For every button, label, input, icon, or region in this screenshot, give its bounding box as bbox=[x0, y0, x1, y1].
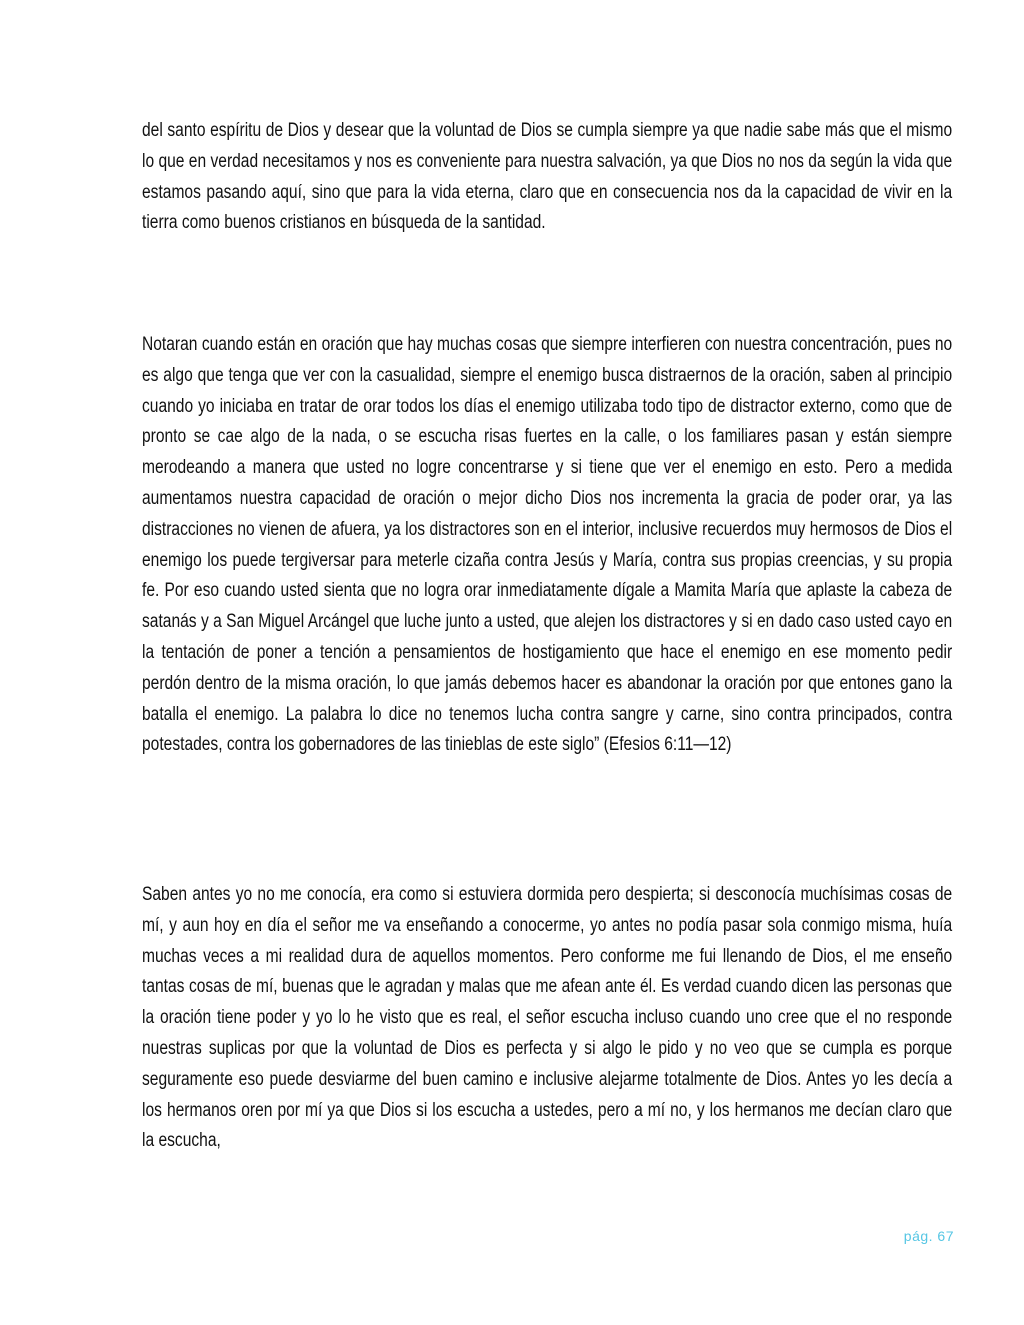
page-number: pág. 67 bbox=[903, 1228, 954, 1244]
paragraph: Notaran cuando están en oración que hay muchas cosas que siempre interfieren con nuestra concentración, pues no es algo que tenga que ver con la casualidad, siempre el enemigo busca distraernos de la oración, saben al principio cuando yo iniciaba en tratar de orar todos los días el enemigo utilizaba todo tipo de distractor externo, como que de pronto se cae algo de la nada, o se escucha risas fuertes en la calle, o los familiares pasan y están siempre merodeando a manera que usted no logre concentrarse y si tiene que ver el enemigo en esto. Pero a medida aumentamos nuestra capacidad de oración o mejor dicho Dios nos incrementa la gracia de poder orar, ya las distracciones no vienen de afuera, ya los distractores son en el interior, inclusive recuerdos muy hermosos de Dios el enemigo los puede tergiversar para meterle cizaña contra Jesús y María, contra sus propias creencias, y su propia fe. Por eso cuando usted sienta que no logra orar inmediatamente dígale a Mamita María que aplaste la cabeza de satanás y a San Miguel Arcángel que luche junto a usted, que alejen los distractores y si en dado caso usted cayo en la tentación de poner a tención a pensamientos de hostigamiento que hace el enemigo en ese momento pedir perdón dentro de la misma oración, lo que jamás debemos hacer es abandonar la oración por que entones gano la batalla el enemigo. La palabra lo dice no tenemos lucha contra sangre y carne, sino contra principados, contra potestades, contra los gobernadores de las tinieblas de este siglo” (Efesios 6:11—12) bbox=[142, 334, 953, 756]
page-body bbox=[142, 116, 953, 1152]
paragraph: del santo espíritu de Dios y desear que la voluntad de Dios se cumpla siempre ya que nadie sabe más que el mismo lo que en verdad necesitamos y nos es conveniente para nuestra salvación, ya que Dios no nos da según la vida que estamos pasando aquí, sino que para la vida eterna, claro que en consecuencia nos da la capacidad de vivir en la tierra como buenos cristianos en búsqueda de la santidad. bbox=[142, 120, 953, 234]
paragraph: Saben antes yo no me conocía, era como si estuviera dormida pero despierta; si desconocía muchísimas cosas de mí, y aun hoy en día el señor me va enseñando a conocerme, yo antes no podía pasar sola conmigo misma, huía muchas veces a mi realidad dura de aquellos momentos. Pero conforme me fui llenando de Dios, el me enseño tantas cosas de mí, buenas que le agradan y malas que me afean ante él. Es verdad cuando dicen las personas que la oración tiene poder y yo lo he visto que es real, el señor escucha incluso cuando uno cree que el no responde nuestras suplicas por que la voluntad de Dios es perfecta y si algo le pido y no veo que se cumpla es porque seguramente eso puede desviarme del buen camino e inclusive alejarme totalmente de Dios. Antes yo les decía a los hermanos oren por mí ya que Dios si los escucha a ustedes, pero a mí no, y los hermanos me decían claro que la escucha, bbox=[142, 884, 953, 1152]
